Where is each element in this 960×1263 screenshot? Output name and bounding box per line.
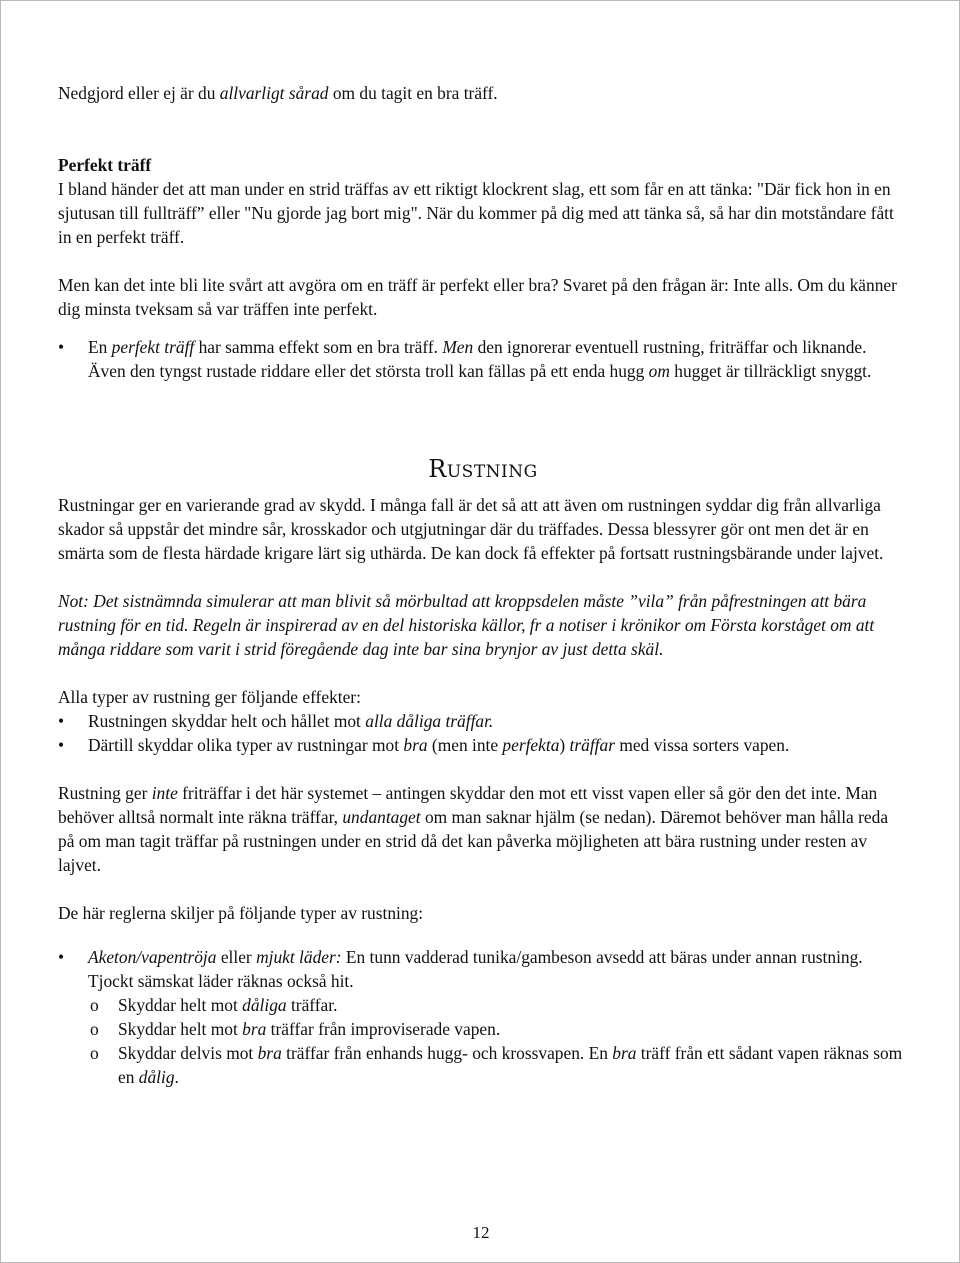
text-run: eller xyxy=(216,947,257,967)
spacer xyxy=(58,661,908,685)
italic-run: perfekt träff xyxy=(111,337,195,357)
text-run: Därtill skyddar olika typer av rustningar mot xyxy=(88,735,404,755)
italic-run: bra xyxy=(612,1043,637,1063)
text-run: har samma effekt som en bra träff. xyxy=(194,337,443,357)
perfekt-bullet-list xyxy=(58,335,908,383)
italic-run: bra xyxy=(257,1043,282,1063)
text-run: om man saknar hjälm (se nedan). Däremot behöver man hålla reda på om man tagit träffar på rustningen under en strid då det kan påverka möjligheten att bära rustning under resten av lajvet. xyxy=(58,807,889,875)
italic-run: dåliga xyxy=(242,995,287,1015)
italic-run: allvarligt sårad xyxy=(219,83,329,103)
text-run: Skyddar helt mot xyxy=(118,995,243,1015)
text-run: friträffar i det här systemet – antingen skyddar den mot ett visst vapen eller så gör den det inte. Man behöver alltså normalt inte räkna träffar, xyxy=(58,783,878,827)
italic-run: bra xyxy=(242,1019,267,1039)
list-item xyxy=(58,335,908,383)
list-item xyxy=(58,733,908,757)
list-item xyxy=(58,1017,908,1041)
text-run: Nedgjord eller ej är du xyxy=(58,83,220,103)
italic-run: perfekta xyxy=(502,735,560,755)
page-content xyxy=(58,81,908,1089)
text-run: med vissa sorters vapen. xyxy=(614,735,790,755)
page-number: 12 xyxy=(472,1223,490,1242)
effects-intro: Alla typer av rustning ger följande effekter: xyxy=(58,687,361,707)
spacer xyxy=(58,757,908,781)
text-run: Rustningen skyddar helt och hållet mot xyxy=(88,711,366,731)
rustning-paragraph-3 xyxy=(58,781,908,877)
text-run: Skyddar helt mot xyxy=(118,1019,243,1039)
italic-run: alla dåliga träffar. xyxy=(365,711,494,731)
section-heading-perfekt: Perfekt träff xyxy=(58,155,152,175)
spacer xyxy=(58,877,908,901)
text-run: träffar från enhands hugg- och krossvapen. En xyxy=(281,1043,613,1063)
spacer xyxy=(58,565,908,589)
italic-run: om xyxy=(648,361,670,381)
italic-run: Men xyxy=(442,337,474,357)
section-title-rustning: Rustning xyxy=(428,455,538,483)
aketon-sub-list xyxy=(58,993,908,1089)
italic-run: inte xyxy=(151,783,178,803)
italic-run: Aketon/vapentröja xyxy=(88,947,217,967)
spacer xyxy=(58,249,908,273)
text-run: träffar. xyxy=(286,995,338,1015)
spacer xyxy=(58,925,908,945)
text-run: träff från ett sådant vapen räknas som en xyxy=(118,1043,903,1087)
text-run: hugget är tillräckligt snyggt. xyxy=(669,361,872,381)
spacer xyxy=(58,321,908,335)
effects-list xyxy=(58,709,908,757)
text-run: den ignorerar eventuell rustning, friträffar och liknande. Även den tyngst rustade riddare eller det största troll kan fällas på ett enda hugg xyxy=(88,337,867,381)
list-item xyxy=(58,945,908,993)
text-run: (men inte xyxy=(427,735,503,755)
italic-run: Not: Det sistnämnda simulerar att man blivit så mörbultad att kroppsdelen måste ”vila” från påfrestningen att bära rustning för en tid. Regeln är inspirerad av en del historiska källor, fr a notiser i krönikor om Första korståget om att många riddare som varit i strid föregående dag inte bar sina brynjor av just detta skäl. xyxy=(58,591,875,659)
types-intro: De här reglerna skiljer på följande typer av rustning: xyxy=(58,903,424,923)
perfekt-paragraph-2: Men kan det inte bli lite svårt att avgöra om en träff är perfekt eller bra? Svaret på den frågan är: Inte alls. Om du känner dig minsta tveksam så var träffen inte perfekt. xyxy=(58,275,897,319)
italic-run: träffar xyxy=(569,735,615,755)
rustning-paragraph-1: Rustningar ger en varierande grad av skydd. I många fall är det så att att även om rustningen syddar dig från allvarliga skador så uppstår det mindre sår, krosskador och utgjutningar där du träffades. Dessa blessyrer gör ont men det är en smärta som de flesta härdade krigare lärt sig uthärda. De kan dock få effekter på fortsatt rustningsbärande under lajvet. xyxy=(58,495,884,563)
text-run: En tunn vadderad tunika/gambeson avsedd att bäras under annan rustning. Tjockt sämskat läder räknas också hit. xyxy=(88,947,863,991)
text-run: En xyxy=(88,337,112,357)
italic-run: bra xyxy=(403,735,428,755)
list-item xyxy=(58,709,908,733)
text-run: ) xyxy=(559,735,570,755)
rustning-note xyxy=(58,589,908,661)
intro-paragraph xyxy=(58,81,908,105)
italic-run: dålig xyxy=(138,1067,175,1087)
text-run: Rustning ger xyxy=(58,783,152,803)
list-item xyxy=(58,993,908,1017)
text-run: om du tagit en bra träff. xyxy=(328,83,498,103)
list-item xyxy=(58,1041,908,1089)
text-run: . xyxy=(174,1067,179,1087)
armor-types-list xyxy=(58,945,908,993)
italic-run: mjukt läder: xyxy=(256,947,342,967)
perfekt-paragraph-1: I bland händer det att man under en strid träffas av ett riktigt klockrent slag, ett som får en att tänka: "Där fick hon in en sjutusan till fullträff” eller "Nu gjorde jag bort mig". När du kommer på dig med att tänka så, så har din motståndare fått in en perfekt träff. xyxy=(58,179,894,247)
text-run: träffar från improviserade vapen. xyxy=(266,1019,501,1039)
text-run: Skyddar delvis mot xyxy=(118,1043,258,1063)
spacer xyxy=(58,105,908,153)
italic-run: undantaget xyxy=(342,807,421,827)
